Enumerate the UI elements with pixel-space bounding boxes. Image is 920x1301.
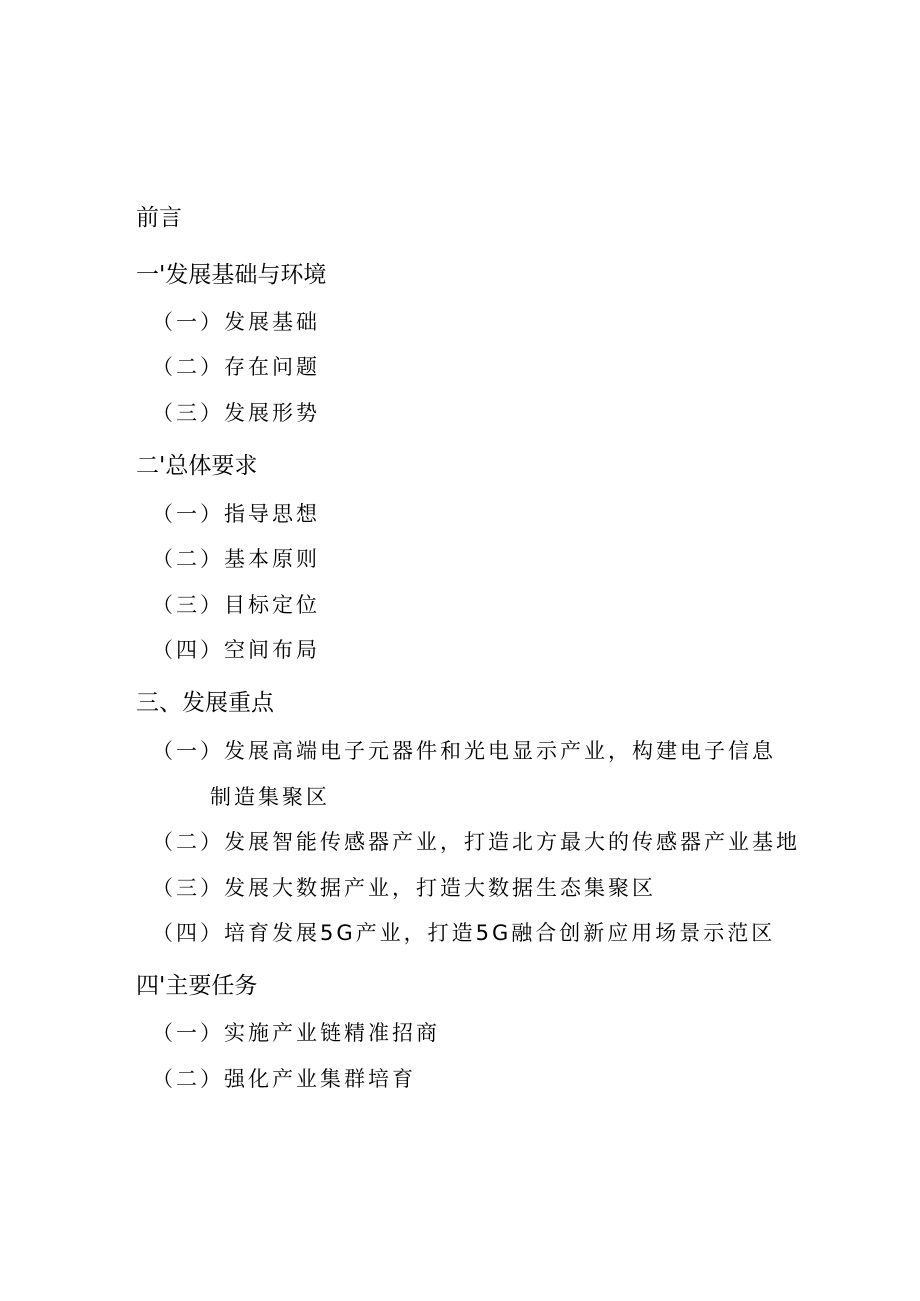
toc-item-continuation: 制造集聚区 xyxy=(210,785,330,809)
toc-section-4-title: 四'主要任务 xyxy=(136,973,258,999)
toc-section-1-title: 一'发展基础与环境 xyxy=(136,262,327,288)
toc-item: （四）空间布局 xyxy=(152,638,320,662)
toc-item: （二）强化产业集群培育 xyxy=(152,1067,416,1091)
toc-item: （三）发展形势 xyxy=(152,401,320,425)
toc-item: （三）发展大数据产业，打造大数据生态集聚区 xyxy=(152,876,656,900)
toc-item: （二）存在问题 xyxy=(152,355,320,379)
toc-item: （二）基本原则 xyxy=(152,547,320,571)
toc-item: （四）培育发展5G产业，打造5G融合创新应用场景示范区 xyxy=(152,921,776,945)
toc-item: （一）发展基础 xyxy=(152,310,320,334)
toc-section-3-title: 三、发展重点 xyxy=(136,690,274,716)
toc-item: （三）目标定位 xyxy=(152,593,320,617)
toc-preface: 前言 xyxy=(136,205,182,231)
toc-item: （一）发展高端电子元器件和光电显示产业，构建电子信息 xyxy=(152,739,776,763)
toc-section-2-title: 二'总体要求 xyxy=(136,453,258,479)
toc-item: （一）实施产业链精准招商 xyxy=(152,1021,440,1045)
toc-item: （一）指导思想 xyxy=(152,502,320,526)
toc-item: （二）发展智能传感器产业，打造北方最大的传感器产业基地 xyxy=(152,830,800,854)
